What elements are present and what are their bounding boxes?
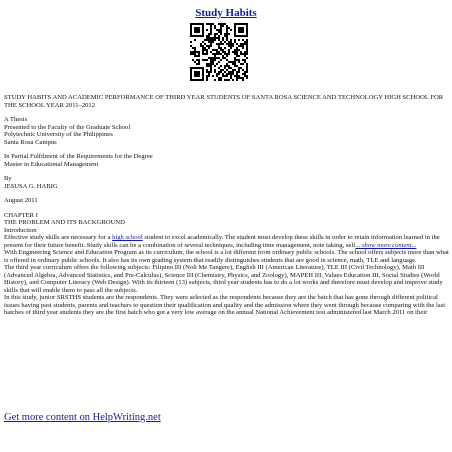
intro-heading: Introduction	[4, 226, 37, 234]
document-body	[4, 94, 450, 317]
author-name: JESUSA G. HABIG	[4, 182, 58, 190]
paragraph: With Engineering Science and Education Program as its curriculum, the school is a lot different from ordinary public schools. The school offers subjects more than what is offered in ordinary public schools. It also has its own grading system that readily distinguishes students that are good in science, math, TLE and language.	[4, 249, 449, 264]
paragraph: In this study, junior SRSTHS students are the respondents. They were selected as the respondents because they are the batch that has gone through different political issues having past students, parents and teachers to question their qualification and quality and the admission where they went through because comparing with the last batches of third year students they are the first batch who got a very low average on the annual National Achievement test administered last March 2011 on their	[4, 294, 446, 316]
document-date: August 2011	[4, 197, 38, 204]
paragraph: The third year curriculum offers the following subjects: Filipino III (Noli Me Tangere), English III (American Literature), TLE III (Civil Technology), Math III (Advanced Algebra, Advanced Statistics, and Pre-Calculus), Science III (Chemistry, Physics, and Zoology), MAPEH III, Values Education III, Social Studies (World History), and Computer Literacy (Web Design). With its thirteen (13) subjects, third year students has to do a lot works and therefore must develop and improve study skills that will enable them to pass all the subjects.	[4, 264, 443, 294]
document-heading: STUDY HABITS AND ACADEMIC PERFORMANCE OF THIRD YEAR STUDENTS OF SANTA ROSA SCIENCE AND TECHNOLOGY HIGH SCHOOL FOR THE SCHOOL YEAR 2011–2012	[4, 94, 444, 109]
intro-text-start: Effective study skills are necessary for a	[4, 234, 113, 241]
intro-paragraph	[4, 234, 450, 249]
chapter-label: CHAPTER I	[4, 211, 38, 219]
intro-text-end: student to excel academically. The student must develop these skills in order to retain information learned in the present for their future benefit. Study skills can be a combination of several techniques, including time management, note taking, self	[4, 234, 440, 249]
show-more-link[interactable]: ... show more content...	[355, 241, 417, 249]
fulfilment-line: Master in Educational Management	[4, 160, 99, 168]
chapter-title: THE PROBLEM AND ITS BACKGROUND	[4, 219, 125, 226]
thesis-line: Polytechnic University of the Philippines	[4, 131, 113, 138]
get-more-content-link[interactable]: Get more content on HelpWriting.net	[4, 412, 161, 423]
page-title-link[interactable]: Study Habits	[195, 7, 257, 19]
fulfilment-line: In Partial Fulfilment of the Requirements for the Degree	[4, 153, 153, 160]
thesis-line: Santa Rosa Campus	[4, 138, 57, 146]
by-label: By	[4, 175, 12, 182]
thesis-line: Presented to the Faculty of the Graduate School	[4, 123, 131, 131]
qr-code-icon	[190, 23, 248, 81]
thesis-line: A Thesis	[4, 116, 28, 123]
high-school-link[interactable]: high school	[112, 234, 143, 241]
